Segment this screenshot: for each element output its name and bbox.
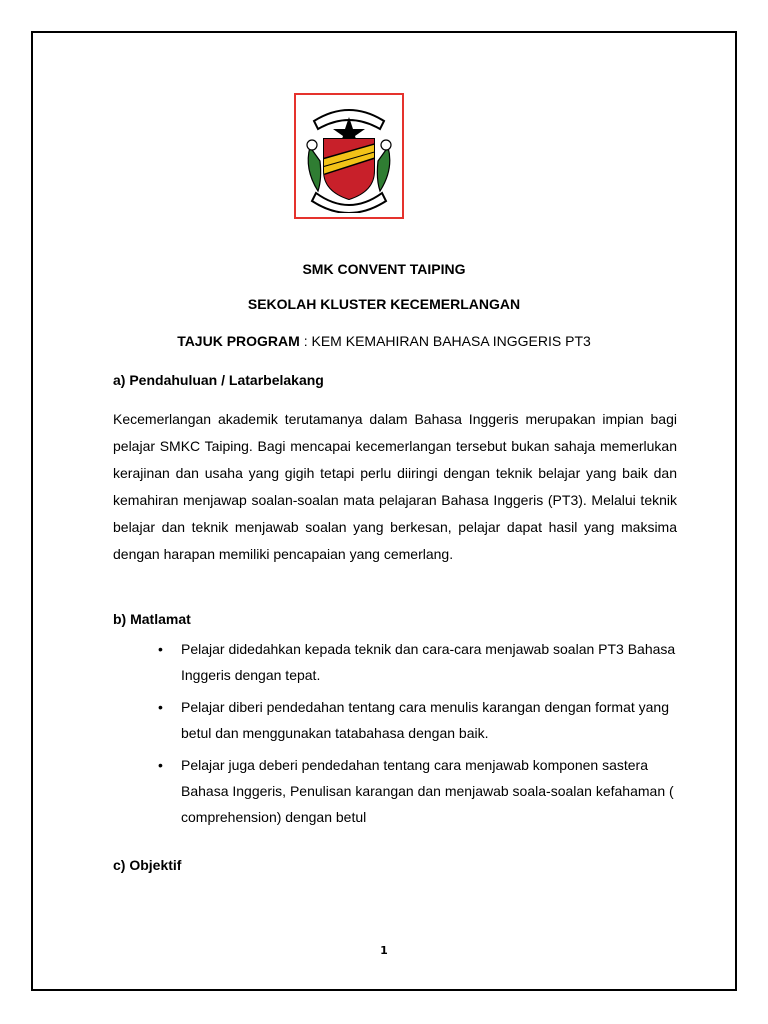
list-item — [113, 752, 693, 830]
school-crest-logo — [294, 93, 404, 219]
program-title — [0, 333, 768, 349]
crest-emblem-icon — [302, 99, 396, 213]
list-item — [113, 636, 693, 688]
program-separator: : — [299, 333, 312, 349]
section-a-heading: a) Pendahuluan / Latarbelakang — [113, 372, 324, 388]
bullet-icon: • — [158, 757, 163, 773]
list-item — [113, 694, 693, 746]
cluster-title: SEKOLAH KLUSTER KECEMERLANGAN — [247, 296, 521, 312]
matlamat-list — [113, 636, 693, 836]
school-name: SMK CONVENT TAIPING — [302, 261, 466, 277]
section-a-paragraph: Kecemerlangan akademik terutamanya dalam Bahasa Inggeris merupakan impian bagi pelajar SMKC Taiping. Bagi mencapai kecemerlangan tersebut bukan sahaja memerlukan kerajinan dan usaha yang gigih tetapi perlu diiringi dengan teknik belajar yang baik dan kemahiran menjawap soalan-soalan mata pelajaran Bahasa Inggeris (PT3). Melalui teknik belajar dan teknik menjawab soalan yang berkesan, pelajar dapat hasil yang maksima dengan harapan memiliki pencapaian yang cemerlang. — [113, 411, 677, 562]
bullet-icon: • — [158, 699, 163, 715]
page-number: 1 — [380, 944, 388, 957]
list-item-text: Pelajar didedahkan kepada teknik dan cara-cara menjawab soalan PT3 Bahasa Inggeris dengan tepat. — [181, 641, 676, 683]
program-value: KEM KEMAHIRAN BAHASA INGGERIS PT3 — [311, 333, 591, 349]
list-item-text: Pelajar juga deberi pendedahan tentang cara menjawab komponen sastera Bahasa Inggeris, Penulisan karangan dan menjawab soala-soalan kefahaman ( comprehension) dengan betul — [181, 757, 674, 825]
section-c-heading: c) Objektif — [113, 857, 182, 873]
program-label: TAJUK PROGRAM — [177, 333, 300, 349]
bullet-icon: • — [158, 641, 163, 657]
list-item-text: Pelajar diberi pendedahan tentang cara menulis karangan dengan format yang betul dan menggunakan tatabahasa dengan baik. — [181, 699, 670, 741]
section-b-heading: b) Matlamat — [113, 611, 191, 627]
